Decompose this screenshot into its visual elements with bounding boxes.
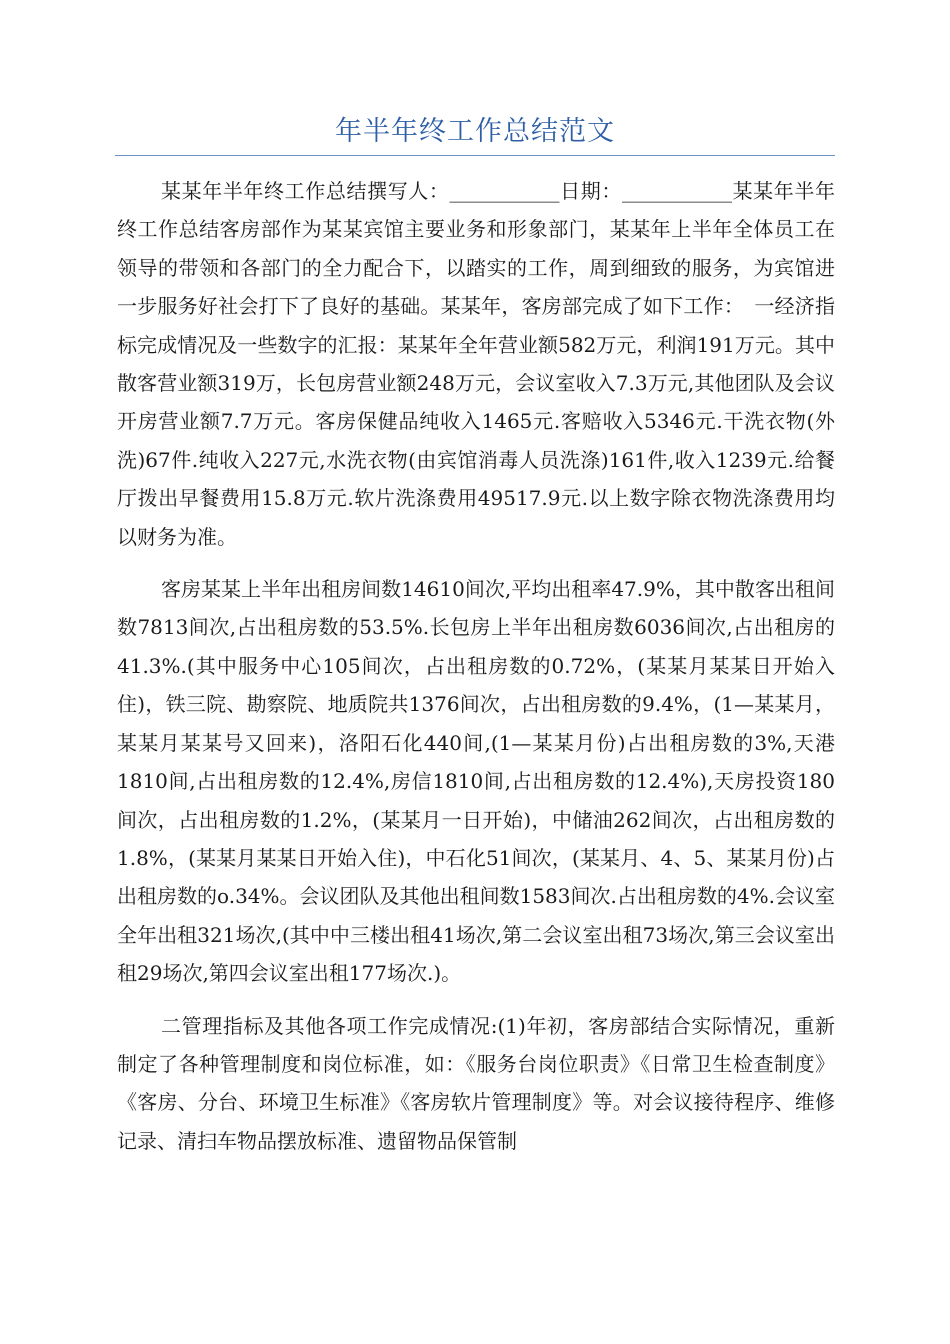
title-underline: [115, 155, 835, 156]
paragraph-summary-intro: 某某年半年终工作总结撰写人：___________日期：___________某某年半年终工作总结客房部作为某某宾馆主要业务和形象部门，某某年上半年全体员工在领导的带领和各部门的全力配合下，以踏实的工作，周到细致的服务，为宾馆进一步服务好社会打下了良好的基础。某某年，客房部完成了如下工作： 一经济指标完成情况及一些数字的汇报：某某年全年营业额582万元，利润191万元。其中散客营业额319万，长包房营业额248万元，会议室收入7.3万元,其他团队及会议开房营业额7.7万元。客房保健品纯收入1465元.客赔收入5346元.干洗衣物(外洗)67件.纯收入227元,水洗衣物(由宾馆消毒人员洗涤)161件,收入1239元.给餐厅拨出早餐费用15.8万元.软片洗涤费用49517.9元.以上数字除衣物洗涤费用均以财务为准。: [117, 179, 835, 549]
paragraph-management: 二管理指标及其他各项工作完成情况:(1)年初，客房部结合实际情况，重新制定了各种管理制度和岗位标准，如：《服务台岗位职责》《日常卫生检查制度》《客房、分台、环境卫生标准》《客房软片管理制度》等。对会议接待程序、维修记录、清扫车物品摆放标准、遗留物品保管制: [117, 1013, 835, 1153]
document-title: 年半年终工作总结范文: [335, 116, 615, 147]
document-body: [117, 172, 835, 1174]
paragraph-room-statistics: 客房某某上半年出租房间数14610间次,平均出租率47.9%，其中散客出租间数7813间次,占出租房数的53.5%.长包房上半年出租房数6036间次,占出租房的41.3%.(其中服务中心105间次，占出租房数的0.72%，(某某月某某日开始入住)，铁三院、勘察院、地质院共1376间次，占出租房数的9.4%，(1—某某月，某某月某某号又回来)，洛阳石化440间,(1—某某月份)占出租房数的3%,天港1810间,占出租房数的12.4%,房信1810间,占出租房数的12.4%),天房投资180间次，占出租房数的1.2%，(某某月一日开始)，中储油262间次，占出租房数的1.8%，(某某月某某日开始入住)，中石化51间次，(某某月、4、5、某某月份)占出租房数的o.34%。会议团队及其他出租间数1583间次.占出租房数的4%.会议室全年出租321场次,(其中中三楼出租41场次,第二会议室出租73场次,第三会议室出租29场次,第四会议室出租177场次.)。: [117, 577, 835, 986]
